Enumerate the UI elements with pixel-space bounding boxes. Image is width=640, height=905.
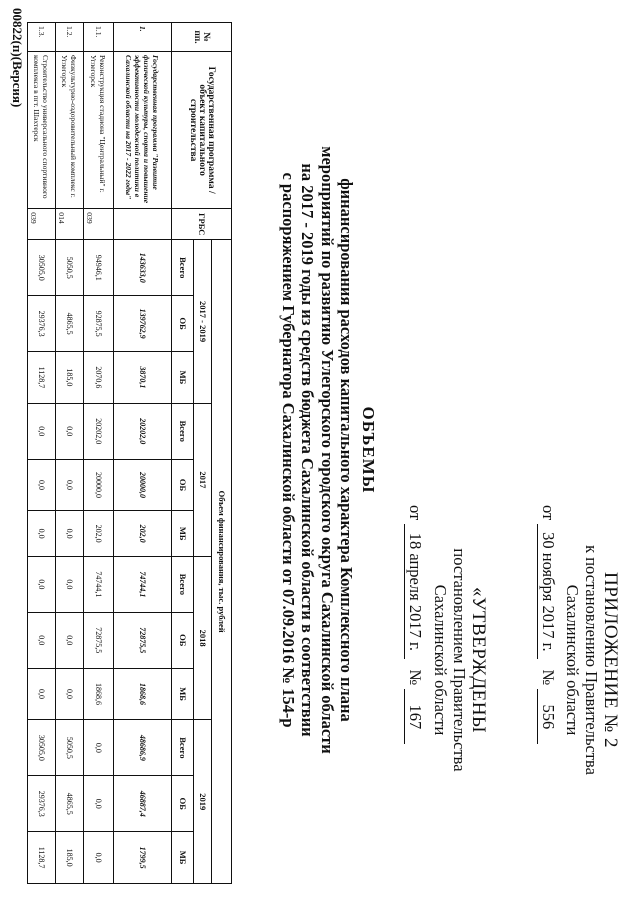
appendix-line-1: к постановлению Правительства [582,545,601,775]
row-name: Государственная программа "Развитие физической культуры, спорта и повышение эффективности молодежной политики в Сахалинской области на 2017 - 2022 годы" [114,51,172,208]
approved-block [431,520,488,800]
row-value: 1128,7 [28,352,56,404]
row-value: 185,0 [56,352,84,404]
row-value: 74744,1 [114,556,172,612]
row-value: 20202,0 [84,403,114,459]
row-num: 1.3. [28,23,56,52]
heading-line-4: с распоряжением Губернатора Сахалинской области от 07.09.2016 № 154-р [279,172,298,728]
row-value: 72875,5 [114,612,172,668]
row-value: 29376,3 [28,296,56,352]
row-value: 1868,6 [114,668,172,720]
row-value: 202,0 [114,511,172,557]
row-name: Физкультурно-оздоровительный комплекс г. Углегорск [56,51,84,208]
table-row [84,23,114,884]
header-period-2017-2019: 2017 - 2019 [194,240,212,403]
approved-date-line [404,505,425,744]
row-value: 3870,1 [114,352,172,404]
row-num: 1.2. [56,23,84,52]
header-mb: МБ [172,668,194,720]
document-code: 00822(п)(Версия) [10,8,25,108]
row-value: 4865,5 [56,296,84,352]
row-value: 20202,0 [114,403,172,459]
row-value: 202,0 [84,511,114,557]
header-mb: МБ [172,352,194,404]
header-total: Всего [172,403,194,459]
row-value: 20000,0 [114,459,172,511]
header-total: Всего [172,556,194,612]
header-grbs: ГРБС [172,209,232,240]
row-name: Реконструкция стадиона "Центральный" г. Углегорск [84,51,114,208]
header-total: Всего [172,720,194,776]
row-value: 30505,0 [28,240,56,296]
row-value: 0,0 [56,459,84,511]
row-name: Строительство универсального спортивного комплекса в пгт. Шахтерск [28,51,56,208]
row-value: 2070,6 [84,352,114,404]
row-value: 0,0 [56,668,84,720]
row-value: 30505,0 [28,720,56,776]
financing-table [27,22,232,884]
row-value: 0,0 [28,403,56,459]
header-volume: Объем финансирования, тыс. рублей [212,240,232,884]
row-value: 0,0 [84,776,114,832]
header-mb: МБ [172,511,194,557]
approved-from-label: от [406,505,425,521]
header-ob: ОБ [172,776,194,832]
row-value: 0,0 [84,720,114,776]
appendix-line-2: Сахалинской области [563,584,582,736]
row-value: 1128,7 [28,832,56,884]
heading-line-1: финансирования расходов капитального характера Комплексного плана [337,178,357,722]
row-grbs [114,209,172,240]
row-value: 46887,4 [114,776,172,832]
appendix-date-line [537,505,558,744]
header-period-2017: 2017 [194,403,212,556]
approved-num-label: № [406,669,425,686]
row-value: 0,0 [28,612,56,668]
row-value: 0,0 [56,556,84,612]
row-value: 4865,5 [56,776,84,832]
heading-line-2: мероприятий по развитию Углегорского городского округа Сахалинской области [318,146,337,754]
heading-line-3: на 2017 - 2019 годы из средств бюджета Сахалинской области в соответствии [298,163,318,737]
table-row [114,23,172,884]
row-value: 5050,5 [56,720,84,776]
row-value: 92875,5 [84,296,114,352]
row-value: 0,0 [56,403,84,459]
row-grbs: 014 [56,209,84,240]
table-row [56,23,84,884]
row-value: 143633,0 [114,240,172,296]
row-value: 74744,1 [84,556,114,612]
row-value: 0,0 [56,511,84,557]
header-program: Государственная программа /объект капитального строительства [172,51,232,208]
appendix-block [563,530,620,790]
row-value: 20000,0 [84,459,114,511]
approved-line-1: постановлением Правительства [450,548,469,772]
header-total: Всего [172,240,194,296]
row-value: 0,0 [28,511,56,557]
header-period-2018: 2018 [194,556,212,719]
appendix-date: 30 ноября 2017 г. [537,524,558,659]
header-ob: ОБ [172,612,194,668]
row-value: 139762,9 [114,296,172,352]
row-value: 48686,9 [114,720,172,776]
row-value: 72875,5 [84,612,114,668]
approved-line-2: Сахалинской области [431,584,450,736]
row-value: 1868,6 [84,668,114,720]
header-ob: ОБ [172,459,194,511]
row-value: 0,0 [28,556,56,612]
row-value: 5050,5 [56,240,84,296]
header-period-2019: 2019 [194,720,212,884]
appendix-num-label: № [539,669,558,686]
row-value: 0,0 [28,668,56,720]
appendix-title: ПРИЛОЖЕНИЕ № 2 [600,572,621,748]
heading-title: ОБЪЕМЫ [359,406,378,494]
row-value: 94946,1 [84,240,114,296]
row-value: 185,0 [56,832,84,884]
approved-date: 18 апреля 2017 г. [404,524,425,659]
header-num: № пп. [172,23,232,52]
row-num: 1. [114,23,172,52]
appendix-number: 556 [537,689,558,744]
row-value: 0,0 [84,832,114,884]
row-value: 0,0 [56,612,84,668]
approved-number: 167 [404,689,425,744]
row-value: 0,0 [28,459,56,511]
table-row [28,23,56,884]
row-value: 1799,5 [114,832,172,884]
header-ob: ОБ [172,296,194,352]
document-heading [279,130,379,770]
appendix-from-label: от [539,505,558,521]
row-num: 1.1. [84,23,114,52]
row-grbs: 039 [28,209,56,240]
approved-title: «УТВЕРЖДЕНЫ [468,586,489,734]
header-mb: МБ [172,832,194,884]
row-grbs: 039 [84,209,114,240]
row-value: 29376,3 [28,776,56,832]
